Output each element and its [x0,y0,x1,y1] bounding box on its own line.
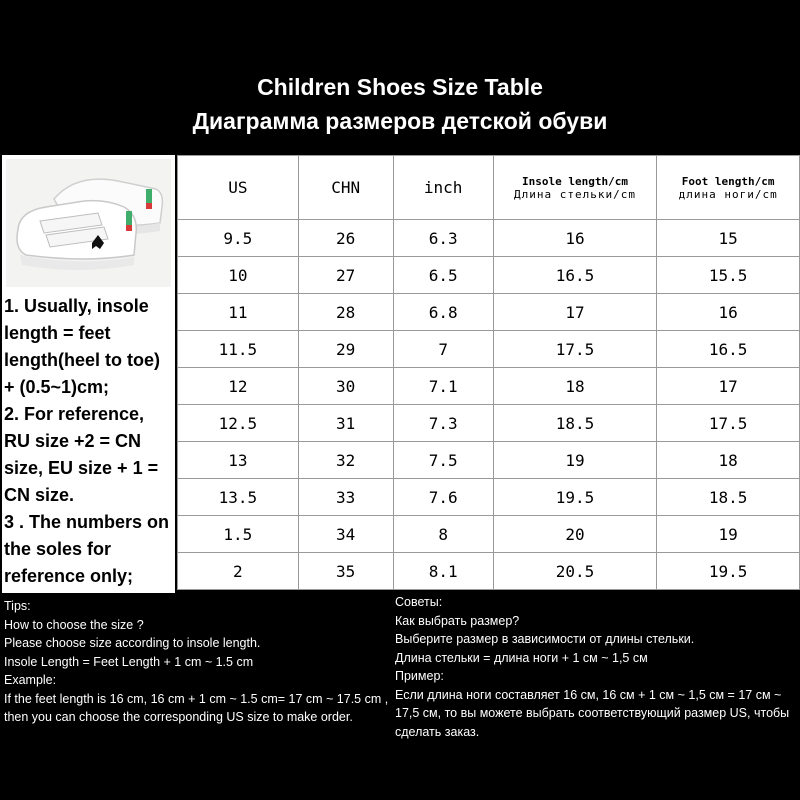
tips-russian [395,593,800,741]
cell-insole-length: 19 [493,442,657,479]
cell-inch: 8.1 [393,553,493,590]
cell-insole-length: 18 [493,368,657,405]
shoe-illustration [6,159,171,287]
tips-ru-line: Если длина ноги составляет 16 см, 16 см + 1 см ~ 1,5 см = 17 см ~ 17,5 см, то вы можете выбрать соответствующий размер US, чтобы сделать заказ. [395,687,790,739]
header-foot-ru: длина ноги/cm [678,187,778,201]
header-insole-length [493,156,657,220]
cell-chn: 31 [298,405,393,442]
tips-ru-line: Как выбрать размер? [395,613,520,628]
cell-insole-length: 17 [493,294,657,331]
cell-foot-length: 17.5 [657,405,800,442]
left-panel [2,155,175,593]
cell-us: 1.5 [178,516,299,553]
cell-inch: 7.1 [393,368,493,405]
tips-en-line: Please choose size according to insole length. [4,636,261,650]
cell-foot-length: 18.5 [657,479,800,516]
header-insole-ru: Длина стельки/cm [513,187,636,201]
cell-foot-length: 18 [657,442,800,479]
table-row [178,479,800,516]
cell-foot-length: 16.5 [657,331,800,368]
cell-chn: 33 [298,479,393,516]
header-chn: CHN [298,156,393,220]
cell-foot-length: 19 [657,516,800,553]
cell-chn: 35 [298,553,393,590]
cell-insole-length: 17.5 [493,331,657,368]
header-foot-length [657,156,800,220]
tips-ru-line: Длина стельки = длина ноги + 1 см ~ 1,5 см [395,650,648,665]
cell-foot-length: 15 [657,220,800,257]
tips-en-line: Example: [4,673,57,687]
cell-us: 12.5 [178,405,299,442]
cell-us: 11 [178,294,299,331]
tips-en-line: Tips: [4,599,31,613]
cell-us: 12 [178,368,299,405]
cell-chn: 27 [298,257,393,294]
table-body [178,220,800,590]
cell-inch: 7.6 [393,479,493,516]
table-row [178,405,800,442]
cell-foot-length: 16 [657,294,800,331]
cell-chn: 29 [298,331,393,368]
cell-insole-length: 20 [493,516,657,553]
cell-us: 13.5 [178,479,299,516]
note-sole-numbers: 3 . The numbers on the soles for reference only; [4,512,170,586]
cell-us: 13 [178,442,299,479]
cell-chn: 32 [298,442,393,479]
cell-insole-length: 16 [493,220,657,257]
header-inch: inch [393,156,493,220]
cell-inch: 6.3 [393,220,493,257]
cell-insole-length: 16.5 [493,257,657,294]
tips-ru-line: Пример: [395,669,444,683]
cell-us: 9.5 [178,220,299,257]
cell-foot-length: 15.5 [657,257,800,294]
tips-ru-line: Советы: [395,595,443,609]
table-row [178,368,800,405]
cell-inch: 6.5 [393,257,493,294]
cell-us: 2 [178,553,299,590]
table-row [178,442,800,479]
cell-inch: 7.5 [393,442,493,479]
cell-chn: 28 [298,294,393,331]
cell-foot-length: 19.5 [657,553,800,590]
table-row [178,331,800,368]
note-size-conversion: 2. For reference, RU size +2 = CN size, EU size + 1 = CN size. [4,404,159,505]
table-row [178,294,800,331]
table-row [178,553,800,590]
cell-insole-length: 19.5 [493,479,657,516]
tips-en-line: Insole Length = Feet Length + 1 cm ~ 1.5 cm [4,654,254,669]
cell-foot-length: 17 [657,368,800,405]
cell-inch: 7 [393,331,493,368]
table-row [178,220,800,257]
notes [4,293,174,590]
shoe-photo [6,159,171,287]
title-english: Children Shoes Size Table [257,74,543,100]
cell-us: 10 [178,257,299,294]
title-block [0,0,800,155]
header-insole-en: Insole length/cm [521,174,628,188]
tips-ru-line: Выберите размер в зависимости от длины стельки. [395,632,695,646]
cell-insole-length: 18.5 [493,405,657,442]
cell-chn: 30 [298,368,393,405]
header-us: US [178,156,299,220]
note-insole-length: 1. Usually, insole length = feet length(heel to toe) + (0.5~1)cm; [4,296,160,397]
tips-en-line: How to choose the size ? [4,617,144,632]
tips-en-line: If the feet length is 16 cm, 16 cm + 1 cm ~ 1.5 cm= 17 cm ~ 17.5 cm , then you can choose the corresponding US size to make order. [4,691,389,724]
title-russian: Диаграмма размеров детской обуви [192,108,608,134]
header-foot-en: Foot length/cm [681,174,775,188]
cell-us: 11.5 [178,331,299,368]
cell-inch: 6.8 [393,294,493,331]
table-header-row [178,156,800,220]
table-row [178,516,800,553]
size-table [177,155,800,590]
cell-inch: 7.3 [393,405,493,442]
cell-insole-length: 20.5 [493,553,657,590]
cell-chn: 34 [298,516,393,553]
cell-chn: 26 [298,220,393,257]
table-row [178,257,800,294]
cell-inch: 8 [393,516,493,553]
tips-english [4,597,389,727]
